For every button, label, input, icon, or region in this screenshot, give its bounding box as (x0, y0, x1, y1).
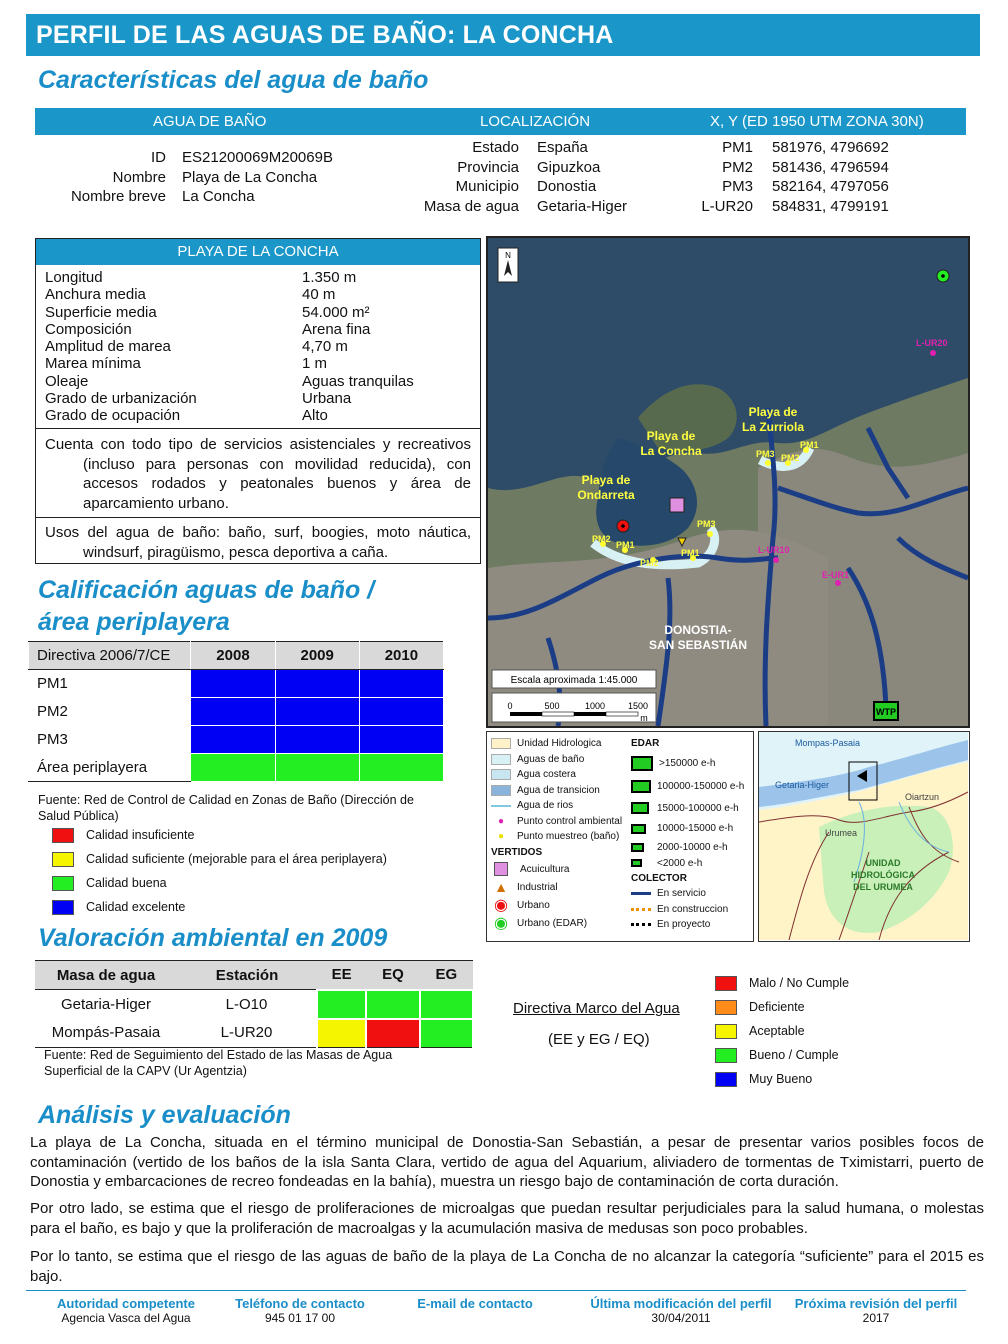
analysis-p2: Por otro lado, se estima que el riesgo de proliferaciones de microalgas que puedan resultar perjudiciales para la salud humana, o molestas para el baño, es bajo y que la proliferación de macroalgas y la acumulación masiva de medusas son poco probables. (30, 1200, 984, 1237)
inset-urumea: Urumea (825, 828, 858, 838)
beach-value: 40 m (302, 286, 336, 304)
beach-header: PLAYA DE LA CONCHA (36, 239, 480, 265)
legend-swatch (631, 908, 651, 911)
legend-label: Acuicultura (520, 863, 570, 875)
legend-swatch (715, 1000, 737, 1015)
map-legend (486, 731, 754, 942)
quality-row-label: PM3 (29, 726, 191, 754)
footer-value: 30/04/2011 (651, 1311, 711, 1325)
beach-key: Composición (45, 320, 132, 338)
beach-value: 1 m (302, 355, 328, 373)
legend-label: Calidad buena (86, 876, 167, 890)
map-pm: PM2 (592, 534, 611, 544)
legend-item (52, 895, 387, 919)
map-label-concha-2: La Concha (640, 444, 702, 458)
scale-tick: 500 (544, 701, 560, 711)
legend-label: 15000-100000 e-h (657, 802, 739, 814)
legend-swatch: ▲ (494, 879, 508, 895)
coord-key: PM2 (722, 158, 753, 176)
wtp-icon (631, 859, 642, 867)
legend-item (491, 814, 627, 830)
legend-swatch: ◉ (494, 897, 508, 914)
loc-key: Municipio (455, 178, 519, 195)
beach-values (302, 269, 472, 425)
legend-item (715, 1019, 849, 1043)
map-wtp: WTP (876, 707, 896, 717)
wtp-icon (631, 780, 651, 793)
env-header: EQ (366, 961, 419, 990)
map-pm: PM2 (640, 558, 659, 568)
environment-heading: Valoración ambiental en 2009 (38, 924, 388, 952)
wtp-icon (631, 824, 646, 834)
agua-value: ES21200069M20069B (182, 149, 333, 166)
env-cell-bueno (366, 990, 419, 1019)
legend-swatch (491, 769, 511, 780)
legend-label: Industrial (517, 881, 558, 893)
legend-label: Unidad Hidrologica (517, 738, 602, 750)
coord-key: PM1 (722, 139, 753, 156)
quality-cell-excelente (191, 670, 275, 698)
loc-values (537, 138, 677, 216)
inset-oiartzun: Oiartzun (905, 792, 940, 802)
legend-label: Bueno / Cumple (749, 1048, 839, 1062)
legend-label: En construccion (657, 903, 729, 915)
quality-table (28, 641, 444, 782)
scale-tick: 1500 (627, 701, 649, 711)
footer-modified (576, 1296, 786, 1325)
map-lur10: L-UR10 (758, 545, 790, 555)
legend-item (491, 767, 627, 783)
map-lur20: L-UR20 (916, 338, 948, 348)
footer-value: 945 01 17 00 (264, 1311, 336, 1325)
quality-cell-excelente (359, 670, 443, 698)
footer-label: Teléfono de contacto (235, 1296, 365, 1311)
legend-item (491, 878, 627, 896)
quality-year: 2010 (359, 642, 443, 670)
quality-cell-excelente (275, 698, 359, 726)
footer-value: 2017 (862, 1311, 890, 1325)
legend-label: En servicio (657, 888, 706, 900)
footer-phone (226, 1296, 374, 1325)
quality-heading-line2: área periplayera (38, 608, 230, 636)
quality-cell-excelente (191, 726, 275, 754)
agua-keys (40, 148, 166, 207)
loc-key: Estado (472, 139, 519, 156)
beach-key: Amplitud de marea (45, 338, 171, 356)
map-label-zurriola-1: Playa de (748, 405, 798, 419)
quality-cell-excelente (359, 726, 443, 754)
beach-value: 1.350 m (302, 269, 357, 286)
quality-heading (38, 574, 374, 638)
legend-swatch (715, 976, 737, 991)
map-label-ondarreta-1: Playa de (581, 473, 631, 487)
legend-label: Agua costera (517, 769, 576, 781)
quality-row-label: PM2 (29, 698, 191, 726)
wtp-icon (631, 802, 649, 814)
footer-revision (786, 1296, 966, 1325)
loc-value: Gipuzkoa (537, 158, 601, 176)
characteristics-header (35, 108, 966, 135)
legend-label: Agua de rios (517, 800, 574, 812)
legend-item (491, 829, 627, 845)
legend-label: Calidad excelente (86, 900, 186, 914)
environment-table (35, 960, 474, 1048)
quality-cell-buena (191, 754, 275, 782)
analysis-p3: Por lo tanto, se estima que el riesgo de las aguas de baño de la playa de La Concha de no alcanzar la categoría “suficiente” para el 2015 es bajo. (30, 1248, 984, 1285)
beach-value: 4,70 m (302, 338, 348, 356)
header-localizacion: LOCALIZACIÓN (480, 113, 591, 130)
legend-swatch: ● (497, 831, 505, 843)
loc-key: Masa de agua (423, 197, 519, 215)
legend-item (52, 871, 387, 895)
quality-cell-excelente (275, 726, 359, 754)
quality-row-label: PM1 (29, 670, 191, 698)
quality-year: 2009 (275, 642, 359, 670)
loc-value: Donostia (537, 178, 597, 195)
env-masa: Mompás-Pasaia (35, 1019, 177, 1048)
footer-email (374, 1296, 576, 1325)
scale-unit: m (640, 713, 648, 723)
map-label-ondarreta-2: Ondarreta (577, 488, 635, 502)
legend-swatch (491, 805, 511, 807)
coord-key: PM3 (722, 178, 753, 195)
characteristics-heading: Características del agua de baño (38, 66, 429, 94)
legend-swatch (631, 923, 651, 926)
env-header: Masa de agua (35, 961, 177, 990)
footer-value: Agencia Vasca del Agua (61, 1311, 191, 1325)
legend-item (631, 902, 751, 918)
north-arrow: N (505, 251, 511, 260)
map-scale-text: Escala aproximada 1:45.000 (510, 675, 638, 686)
legend-col-left (491, 736, 627, 932)
legend-label: 100000-150000 e-h (657, 780, 745, 792)
agua-value: La Concha (182, 188, 255, 205)
env-cell-bueno (317, 990, 366, 1019)
legend-item (715, 1067, 849, 1091)
legend-item (715, 971, 849, 995)
header-coords: X, Y (ED 1950 UTM ZONA 30N) (710, 113, 924, 130)
loc-value: España (537, 139, 588, 156)
map-pm: PM2 (781, 453, 800, 463)
map-label-city-1: DONOSTIA- (664, 623, 732, 637)
coord-key: L-UR20 (701, 197, 753, 215)
legend-item (491, 896, 627, 914)
legend-swatch (494, 862, 508, 876)
legend-item (631, 752, 751, 775)
quality-row-label: Área periplayera (29, 754, 191, 782)
env-cell-bueno (420, 990, 473, 1019)
map-pm: PM3 (756, 449, 775, 459)
beach-services: Cuenta con todo tipo de servicios asistenciales y recreativos (incluso para personas con movilidad reducida), con accesos rodados y peatonales buenos y área de aparcamiento urbano. (45, 436, 471, 512)
legend-swatch (52, 876, 74, 891)
env-estacion: L-O10 (225, 995, 268, 1013)
inset-unidad-2: HIDROLÓGICA (851, 870, 915, 880)
legend-label: 10000-15000 e-h (657, 823, 734, 834)
env-cell-malo (366, 1019, 419, 1048)
beach-key: Superficie media (45, 303, 157, 321)
legend-item (631, 917, 751, 933)
colector-title: COLECTOR (631, 872, 687, 884)
env-estacion: L-UR20 (177, 1019, 317, 1048)
legend-swatch (491, 738, 511, 749)
legend-item (631, 819, 751, 839)
beach-key: Grado de urbanización (45, 390, 197, 408)
legend-item (52, 823, 387, 847)
environment-legend (715, 971, 849, 1091)
edar-title: EDAR (631, 738, 660, 750)
coord-values (772, 138, 952, 216)
footer-label: Última modificación del perfil (590, 1296, 772, 1311)
footer-label: E-mail de contacto (417, 1296, 533, 1311)
quality-cell-buena (359, 754, 443, 782)
coord-value: 581436, 4796594 (772, 158, 889, 176)
header-agua: AGUA DE BAÑO (153, 113, 267, 130)
legend-item (491, 783, 627, 799)
main-map (486, 236, 970, 728)
legend-swatch (631, 892, 651, 895)
legend-label: >150000 e-h (659, 757, 716, 769)
quality-cell-excelente (191, 698, 275, 726)
beach-value: Alto (302, 407, 328, 425)
inset-canvas (759, 732, 968, 940)
legend-swatch (52, 900, 74, 915)
quality-cell-buena (275, 754, 359, 782)
legend-item (631, 839, 751, 856)
beach-key: Longitud (45, 269, 103, 286)
quality-cell-excelente (275, 670, 359, 698)
legend-swatch: ◉ (494, 915, 508, 932)
legend-label: Muy Bueno (749, 1072, 813, 1086)
legend-swatch (52, 828, 74, 843)
beach-uses: Usos del agua de baño: baño, surf, boogies, moto náutica, windsurf, piragüismo, pesca deportiva a caña. (45, 524, 471, 561)
legend-item (52, 847, 387, 871)
loc-value: Getaria-Higer (537, 197, 628, 215)
quality-cell-excelente (359, 698, 443, 726)
legend-col-right (631, 736, 751, 933)
coord-value: 582164, 4797056 (772, 178, 889, 195)
wtp-icon (631, 756, 653, 771)
beach-box (35, 238, 481, 564)
legend-item (631, 798, 751, 819)
inset-mompas: Mompas-Pasaia (795, 738, 861, 748)
quality-col-directiva: Directiva 2006/7/CE (29, 642, 191, 670)
env-header: EE (317, 961, 366, 990)
legend-label: Aguas de baño (517, 753, 585, 765)
env-header: EG (420, 961, 473, 990)
coord-value: 584831, 4799191 (772, 197, 889, 215)
agua-key: Nombre breve (70, 188, 166, 205)
legend-item (491, 752, 627, 768)
legend-label: Punto control ambiental (517, 815, 623, 827)
legend-label: <2000 e-h (657, 857, 703, 869)
legend-label: Calidad suficiente (mejorable para el área periplayera) (86, 852, 387, 866)
beach-value: Urbana (302, 390, 352, 408)
coord-value: 581976, 4796692 (772, 139, 889, 156)
legend-swatch (715, 1048, 737, 1063)
footer-label: Próxima revisión del perfil (794, 1296, 958, 1311)
legend-label: Agua de transicion (517, 784, 600, 796)
legend-swatch (491, 754, 511, 765)
legend-item (491, 736, 627, 752)
page-title: PERFIL DE LAS AGUAS DE BAÑO: LA CONCHA (26, 14, 980, 56)
beach-value: Aguas tranquilas (302, 372, 414, 390)
map-pm: PM1 (616, 540, 635, 550)
footer (26, 1296, 966, 1325)
legend-item (491, 914, 627, 932)
legend-item (631, 856, 751, 871)
agua-value: Playa de La Concha (182, 168, 318, 186)
map-pm: PM3 (697, 519, 716, 529)
inset-unidad-3: DEL URUMEA (853, 882, 913, 892)
footer-authority (26, 1296, 226, 1325)
env-cell-bueno (420, 1019, 473, 1048)
scale-tick: 1000 (584, 701, 606, 711)
beach-value: 54.000 m² (302, 303, 370, 321)
legend-label: Malo / No Cumple (749, 976, 850, 990)
agua-values (182, 148, 402, 207)
map-eur: E-UR1 (822, 570, 850, 580)
directive-sub: (EE y EG / EQ) (548, 1031, 650, 1048)
map-label-zurriola-2: La Zurriola (741, 420, 805, 434)
legend-item (631, 886, 751, 902)
beach-value: Arena fina (302, 320, 371, 338)
legend-item (715, 1043, 849, 1067)
quality-heading-line1: Calificación aguas de baño / (38, 576, 375, 604)
legend-item (491, 798, 627, 814)
map-pm: PM1 (800, 440, 819, 450)
beach-key: Marea mínima (45, 355, 141, 373)
legend-label: Aceptable (749, 1024, 805, 1038)
env-cell-aceptable (317, 1019, 366, 1048)
environment-source: Fuente: Red de Seguimiento del Estado de las Masas de Agua Superficial de la CAPV (Ur Agentzia) (44, 1048, 393, 1078)
agua-key: Nombre (112, 168, 166, 186)
legend-label: Urbano (517, 899, 550, 911)
footer-rule (26, 1290, 966, 1291)
directive-title: Directiva Marco del Agua (513, 1000, 680, 1017)
map-label-city-2: SAN SEBASTIÁN (648, 638, 748, 652)
legend-label: Urbano (EDAR) (517, 917, 588, 929)
analysis-p1: La playa de La Concha, situada en el término municipal de Donostia-San Sebastián, a pesar de presentar varios posibles focos de contaminación (vertido de los baños de la isla Santa Clara, vertido de agua del Aquarium, aliviadero de tormentas de Tximistarri, puerto de Donostia y embarcaciones de recreo fondeadas en la bahía), muestra un riesgo bajo de contaminación de corta duración. (30, 1134, 984, 1190)
agua-key: ID (151, 149, 166, 166)
legend-swatch (491, 785, 511, 796)
map-label-concha-1: Playa de (646, 429, 696, 443)
scale-tick: 0 (507, 701, 513, 711)
quality-legend (52, 823, 387, 919)
env-header: Estación (177, 961, 317, 990)
map-pm: PM1 (681, 548, 700, 558)
legend-label: En proyecto (657, 919, 711, 931)
vertidos-title: VERTIDOS (491, 846, 543, 858)
inset-getaria: Getaria-Higer (775, 780, 830, 790)
wtp-icon (631, 843, 644, 852)
loc-keys (400, 138, 519, 216)
legend-swatch (715, 1024, 737, 1039)
inset-unidad-1: UNIDAD (865, 858, 901, 868)
beach-keys (45, 269, 295, 425)
legend-label: Punto muestreo (baño) (517, 831, 620, 843)
beach-key: Grado de ocupación (45, 407, 181, 425)
footer-label: Autoridad competente (57, 1296, 195, 1311)
inset-map (758, 731, 970, 942)
coord-keys (680, 138, 753, 216)
beach-key: Anchura media (45, 286, 146, 304)
legend-label: Deficiente (749, 1000, 805, 1014)
beach-key: Oleaje (45, 372, 89, 390)
legend-label: Calidad insuficiente (86, 828, 195, 842)
legend-item (491, 860, 627, 878)
quality-source: Fuente: Red de Control de Calidad en Zonas de Baño (Dirección de Salud Pública) (38, 793, 414, 823)
legend-swatch (52, 852, 74, 867)
quality-year: 2008 (191, 642, 275, 670)
map-canvas (488, 238, 968, 726)
legend-item (715, 995, 849, 1019)
env-masa: Getaria-Higer (60, 995, 152, 1013)
legend-item (631, 775, 751, 798)
legend-label: 2000-10000 e-h (657, 841, 728, 853)
legend-swatch: ● (497, 815, 505, 827)
loc-key: Provincia (457, 158, 519, 176)
analysis-heading: Análisis y evaluación (38, 1101, 291, 1129)
legend-swatch (715, 1072, 737, 1087)
